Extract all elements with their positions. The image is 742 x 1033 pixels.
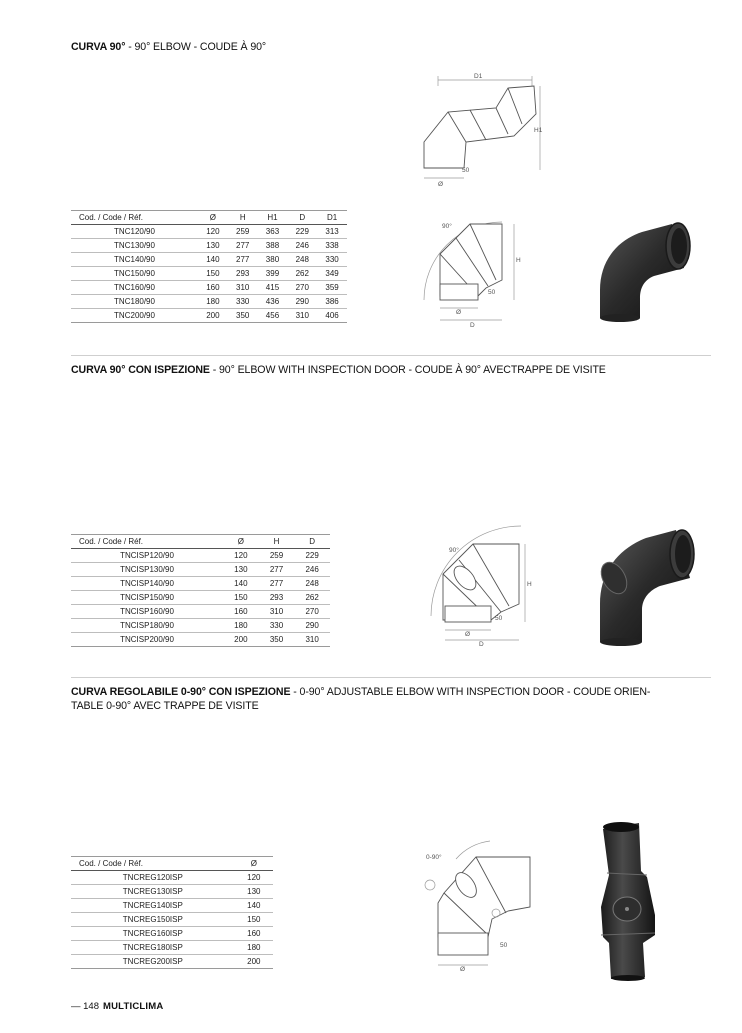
table-cell: TNC150/90 <box>71 267 198 281</box>
table-cell: 150 <box>198 267 228 281</box>
table-cell: 262 <box>287 267 317 281</box>
table-cell: TNCISP180/90 <box>71 619 223 633</box>
table-cell: 180 <box>198 295 228 309</box>
column-header: D <box>294 535 330 549</box>
section-3-title-bold: CURVA REGOLABILE 0-90° CON ISPEZIONE <box>71 686 291 698</box>
column-header: H <box>228 211 258 225</box>
section-1-title <box>71 40 266 54</box>
table-cell: TNCREG180ISP <box>71 941 235 955</box>
table-cell: 160 <box>235 927 273 941</box>
h1-label: H1 <box>534 127 543 134</box>
table-cell: 277 <box>259 563 295 577</box>
table-row <box>71 267 347 281</box>
table-row <box>71 591 330 605</box>
table-cell: 349 <box>317 267 347 281</box>
table-cell: TNCREG160ISP <box>71 927 235 941</box>
section-divider <box>71 677 711 678</box>
column-header: Cod. / Code / Réf. <box>71 857 235 871</box>
table-cell: 246 <box>294 563 330 577</box>
table-header-row <box>71 535 330 549</box>
table-cell: 270 <box>294 605 330 619</box>
table-cell: 120 <box>235 871 273 885</box>
angle-label: 0-90° <box>426 854 442 861</box>
table-cell: TNC180/90 <box>71 295 198 309</box>
section-2-diagram <box>425 520 535 648</box>
table-cell: 330 <box>259 619 295 633</box>
table-row <box>71 955 273 969</box>
table-cell: 130 <box>223 563 259 577</box>
table-cell: 248 <box>287 253 317 267</box>
section-1-table <box>71 210 347 323</box>
table-row <box>71 225 347 239</box>
section-1-top-diagram <box>410 72 550 192</box>
table-cell: 120 <box>223 549 259 563</box>
section-3-diagram <box>420 835 540 975</box>
brand-name: MULTICLIMA <box>103 1001 164 1012</box>
section-2-title-rest: - 90° ELBOW WITH INSPECTION DOOR - COUDE À 90° AVECTRAPPE DE VISITE <box>209 364 606 376</box>
angle-label: 90° <box>442 223 452 230</box>
table-cell: 277 <box>259 577 295 591</box>
dim-50-label: 50 <box>495 615 503 622</box>
dim-50-label: 50 <box>462 167 470 174</box>
table-cell: 229 <box>294 549 330 563</box>
table-cell: 415 <box>258 281 288 295</box>
table-cell: TNCREG150ISP <box>71 913 235 927</box>
adjustable-elbow-photo <box>585 815 695 985</box>
table-cell: TNCISP150/90 <box>71 591 223 605</box>
table-cell: TNCISP120/90 <box>71 549 223 563</box>
h-label: H <box>516 257 521 264</box>
table-cell: 436 <box>258 295 288 309</box>
table-cell: 150 <box>235 913 273 927</box>
section-1-title-rest: - 90° ELBOW - COUDE À 90° <box>125 41 267 53</box>
table-row <box>71 239 347 253</box>
table-row <box>71 913 273 927</box>
section-2-table <box>71 534 330 647</box>
table-cell: TNC130/90 <box>71 239 198 253</box>
table-cell: 180 <box>223 619 259 633</box>
table-cell: TNC200/90 <box>71 309 198 323</box>
table-cell: 262 <box>294 591 330 605</box>
table-row <box>71 549 330 563</box>
table-cell: 330 <box>228 295 258 309</box>
table-cell: TNCREG130ISP <box>71 885 235 899</box>
table-row <box>71 941 273 955</box>
elbow-inspection-photo <box>580 510 700 650</box>
table-cell: 399 <box>258 267 288 281</box>
table-cell: 120 <box>198 225 228 239</box>
table-cell: 388 <box>258 239 288 253</box>
table-row <box>71 295 347 309</box>
diameter-label: Ø <box>465 631 471 638</box>
column-header: Cod. / Code / Réf. <box>71 211 198 225</box>
table-cell: 310 <box>287 309 317 323</box>
table-cell: 310 <box>294 633 330 647</box>
table-cell: TNC140/90 <box>71 253 198 267</box>
table-cell: 246 <box>287 239 317 253</box>
section-2-title <box>71 363 606 377</box>
page-number: — 148 <box>71 1001 99 1012</box>
table-cell: 290 <box>294 619 330 633</box>
table-cell: TNCREG140ISP <box>71 899 235 913</box>
table-cell: 200 <box>198 309 228 323</box>
table-cell: 386 <box>317 295 347 309</box>
d-label: D <box>479 641 484 648</box>
section-2-title-bold: CURVA 90° CON ISPEZIONE <box>71 364 210 376</box>
table-header-row <box>71 211 347 225</box>
table-row <box>71 619 330 633</box>
section-1-side-diagram <box>420 210 530 330</box>
d1-label: D1 <box>474 73 483 80</box>
table-cell: 359 <box>317 281 347 295</box>
table-cell: 330 <box>317 253 347 267</box>
table-cell: 310 <box>228 281 258 295</box>
h-label: H <box>527 581 532 588</box>
table-cell: 380 <box>258 253 288 267</box>
section-divider <box>71 355 711 356</box>
table-cell: TNC120/90 <box>71 225 198 239</box>
section-1-title-bold: CURVA 90° <box>71 41 126 53</box>
table-row <box>71 605 330 619</box>
column-header: H1 <box>258 211 288 225</box>
table-cell: 200 <box>223 633 259 647</box>
elbow-90-photo <box>578 210 698 330</box>
table-cell: 277 <box>228 253 258 267</box>
table-cell: 277 <box>228 239 258 253</box>
table-cell: 248 <box>294 577 330 591</box>
section-3-title <box>71 685 650 713</box>
table-cell: 313 <box>317 225 347 239</box>
page-footer <box>71 1001 163 1012</box>
table-cell: 259 <box>259 549 295 563</box>
table-cell: TNCISP140/90 <box>71 577 223 591</box>
diameter-label: Ø <box>456 309 462 316</box>
column-header: D1 <box>317 211 347 225</box>
table-row <box>71 281 347 295</box>
section-3-title-line2: TABLE 0-90° AVEC TRAPPE DE VISITE <box>71 700 259 712</box>
table-cell: 180 <box>235 941 273 955</box>
table-cell: 293 <box>228 267 258 281</box>
table-cell: 456 <box>258 309 288 323</box>
table-row <box>71 633 330 647</box>
table-cell: 290 <box>287 295 317 309</box>
dim-50-label: 50 <box>500 942 508 949</box>
column-header: Ø <box>198 211 228 225</box>
table-cell: 350 <box>228 309 258 323</box>
table-cell: 200 <box>235 955 273 969</box>
section-3-table <box>71 856 273 969</box>
table-cell: TNCISP130/90 <box>71 563 223 577</box>
table-cell: TNC160/90 <box>71 281 198 295</box>
table-header-row <box>71 857 273 871</box>
table-cell: 150 <box>223 591 259 605</box>
table-cell: 350 <box>259 633 295 647</box>
table-cell: 229 <box>287 225 317 239</box>
table-cell: 140 <box>198 253 228 267</box>
table-row <box>71 899 273 913</box>
table-cell: 293 <box>259 591 295 605</box>
column-header: Cod. / Code / Réf. <box>71 535 223 549</box>
table-row <box>71 885 273 899</box>
table-cell: 130 <box>198 239 228 253</box>
table-cell: 338 <box>317 239 347 253</box>
diameter-label: Ø <box>460 966 466 973</box>
table-cell: 160 <box>198 281 228 295</box>
table-cell: 140 <box>223 577 259 591</box>
table-cell: 270 <box>287 281 317 295</box>
dim-50-label: 50 <box>488 289 496 296</box>
table-row <box>71 577 330 591</box>
column-header: Ø <box>235 857 273 871</box>
table-cell: TNCREG200ISP <box>71 955 235 969</box>
table-row <box>71 871 273 885</box>
table-cell: 140 <box>235 899 273 913</box>
table-cell: 363 <box>258 225 288 239</box>
angle-label: 90° <box>449 547 459 554</box>
section-3-title-rest: - 0-90° ADJUSTABLE ELBOW WITH INSPECTION DOOR - COUDE ORIEN- <box>290 686 651 698</box>
column-header: H <box>259 535 295 549</box>
column-header: D <box>287 211 317 225</box>
table-cell: TNCISP160/90 <box>71 605 223 619</box>
diameter-label: Ø <box>438 181 444 188</box>
table-row <box>71 563 330 577</box>
table-cell: 160 <box>223 605 259 619</box>
d-label: D <box>470 322 475 329</box>
table-cell: TNCISP200/90 <box>71 633 223 647</box>
table-row <box>71 253 347 267</box>
table-cell: 310 <box>259 605 295 619</box>
table-cell: TNCREG120ISP <box>71 871 235 885</box>
column-header: Ø <box>223 535 259 549</box>
table-row <box>71 927 273 941</box>
table-row <box>71 309 347 323</box>
table-cell: 406 <box>317 309 347 323</box>
table-cell: 130 <box>235 885 273 899</box>
table-cell: 259 <box>228 225 258 239</box>
